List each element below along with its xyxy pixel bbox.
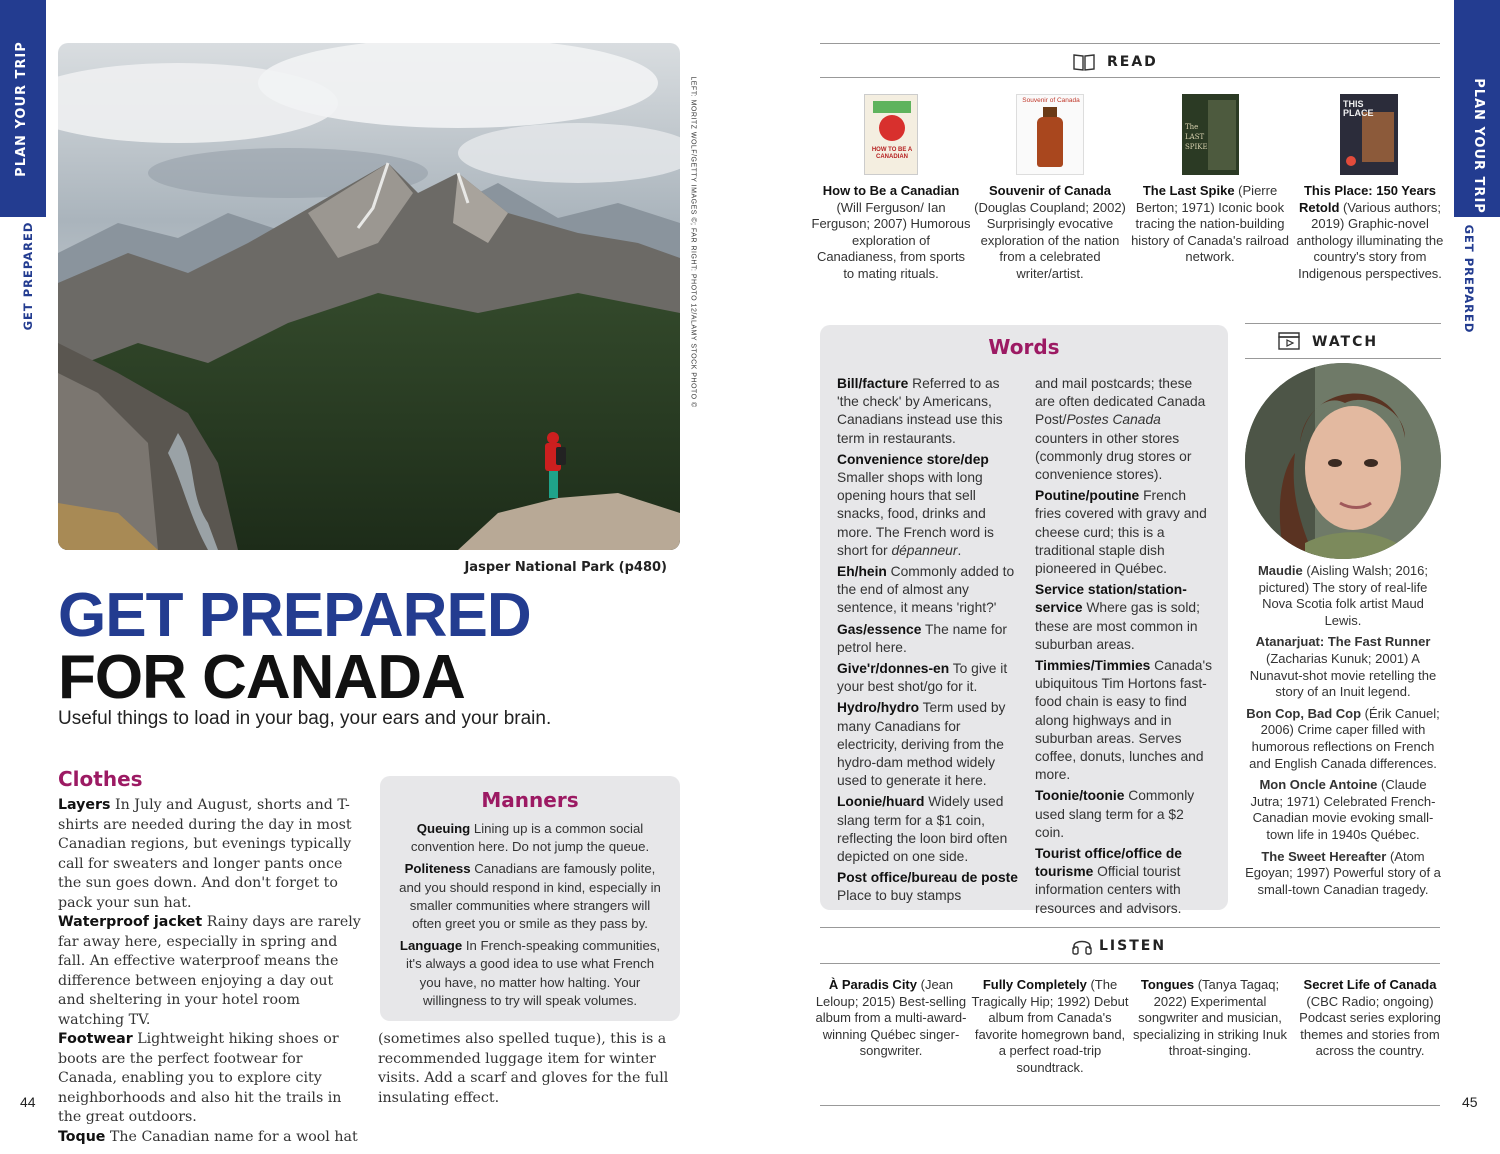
words-heading: Words [988,335,1060,359]
clothes-column [58,796,363,1147]
word-entry: Hydro/hydro Term used by many Canadians for electricity, deriving from the hydro-dam method widely used to generate it here. [837,700,1006,789]
watch-item: Bon Cop, Bad Cop (Érik Canuel; 2006) Crime caper filled with humorous reflections on French and English Canada differences. [1246,705,1440,771]
read-bottom-rule [820,77,1440,78]
album-entry: Fully Completely (The Tragically Hip; 1992) Debut album from Canada's favorite homegrown band, a perfect road-trip soundtrack. [971,977,1129,1075]
word-entry: Gas/essence The name for petrol here. [837,621,1008,655]
page-number-left: 44 [20,1094,36,1110]
word-entry: Loonie/huard Widely used slang term for a $1 coin, reflecting the loon bird often depicted on one side. [837,794,1008,865]
book-cover-souvenir-of-canada [1016,94,1084,175]
book-cover-the-last-spike [1182,94,1239,175]
clothes-continuation: (sometimes also spelled tuque), this is a recommended luggage item for winter visits. Add a scarf and gloves for the full insulating effect. [378,1031,669,1106]
listen-label: LISTEN [1099,938,1167,954]
book-cover-title: The LAST SPIKE [1185,123,1208,151]
book-cover-title: Souvenir of Canada [1022,97,1080,104]
book-cover-title: THIS PLACE [1343,99,1374,118]
words-column-2 [1035,375,1215,921]
manners-heading: Manners [481,788,579,812]
manners-item: Queuing Lining up is a common social convention here. Do not jump the queue. [410,821,650,855]
headphones-icon [1071,935,1093,955]
word-entry: Give'r/donnes-en To give it your best shot/go for it. [837,661,1008,695]
manners-panel [380,776,680,1021]
book-cover-this-place [1340,94,1398,175]
listen-end-rule [820,1105,1440,1106]
side-tab-left-label: PLAN YOUR TRIP [14,41,29,177]
book-entry: The Last Spike (Pierre Berton; 1971) Iconic book tracing the nation-building history of Canada's railroad network. [1131,183,1289,265]
maudie-still-photo [1245,363,1441,559]
side-tab-left [0,0,46,217]
film-clapper-icon [1277,331,1301,351]
page-title-line1: GET PREPARED [58,581,531,650]
side-tab-left-section: GET PREPARED [21,221,35,331]
clothes-item: Layers In July and August, shorts and T-shirts are needed during the day in most Canadian regions, but evenings typically call for sweaters and longer pants once the sun goes down. And don't forget to pack your sun hat. [58,797,352,911]
side-tab-right-label: PLAN YOUR TRIP [1471,78,1486,214]
clothes-item: Toque The Canadian name for a wool hat [58,1128,358,1145]
word-entry: Toonie/toonie Commonly used slang term for a $2 coin. [1035,788,1195,840]
mountain-landscape-illustration [58,43,680,550]
listen-bottom-rule [820,963,1440,964]
book-cover-title: HOW TO BE A CANADIAN [871,147,913,160]
album-entry: Secret Life of Canada (CBC Radio; ongoing) Podcast series exploring themes and stories from across the country. [1299,977,1441,1059]
words-column-1 [837,375,1019,909]
watch-bottom-rule [1245,358,1441,359]
word-entry: Convenience store/dep Smaller shops with long opening hours that sell snacks, food, drinks and more. The French word is short for dépanneur. [837,451,994,558]
word-entry: Service station/station-service Where gas is sold; these are most common in suburban areas. [1035,582,1200,652]
book-entry: This Place: 150 Years Retold (Various authors; 2019) Graphic-novel anthology illuminating the country's story from Indigenous perspectives. [1296,183,1444,281]
book-entry: Souvenir of Canada (Douglas Coupland; 2002) Surprisingly evocative exploration of the nation from a celebrated writer/artist. [974,183,1126,281]
word-entry: Tourist office/office de tourisme Official tourist information centers with resources and advisors. [1035,846,1182,916]
side-tab-right [1454,0,1500,217]
watch-item: Atanarjuat: The Fast Runner (Zacharias Kunuk; 2001) A Nunavut-shot movie retelling the story of an Inuit legend. [1249,634,1437,700]
word-entry: Timmies/Timmies Canada's ubiquitous Tim Hortons fast-food chain is easy to find along highways and in suburban areas. Serves coffee, donuts, lunches and more. [1035,658,1212,783]
side-tab-right-section: GET PREPARED [1462,224,1476,334]
word-entry: and mail postcards; these are often dedicated Canada Post/Postes Canada counters in other stores (commonly drug stores or convenience stores). [1035,376,1206,483]
page-subtitle: Useful things to load in your bag, your ears and your brain. [58,708,552,729]
watch-label: WATCH [1312,334,1379,350]
page-number-right: 45 [1462,1094,1478,1110]
book-entry: How to Be a Canadian (Will Ferguson/ Ian Ferguson; 2007) Humorous exploration of Canadianess, from sports to mating rituals. [811,183,971,281]
clothes-item: Waterproof jacket Rainy days are rarely far away here, especially in spring and fall. An effective waterproof means the difference between enjoying a day out and sheltering in your hotel room watching TV. [58,914,361,1028]
clothes-item: Footwear Lightweight hiking shoes or boots are the perfect footwear for Canada, enabling you to explore city neighborhoods and also hit the trails in the great outdoors. [58,1031,342,1125]
read-top-rule [820,43,1440,44]
watch-item: Mon Oncle Antoine (Claude Jutra; 1971) Celebrated French-Canadian movie evoking small-town life in 1940s Québec. [1250,777,1436,842]
word-entry: Post office/bureau de poste Place to buy stamps [837,870,1018,904]
photo-credit: LEFT: MORITZ WOLF/GETTY IMAGES ©; FAR RIGHT: PHOTO 12/ALAMY STOCK PHOTO © [689,76,697,408]
jasper-mountain-photo [58,43,680,550]
word-entry: Poutine/poutine French fries covered with gravy and cheese curd; this is a traditional staple dish pioneered in Québec. [1035,488,1207,577]
manners-item: Politeness Canadians are famously polite, and you should respond in kind, especially in smaller communities where strangers will often greet you or smile as they pass by. [399,861,661,932]
watch-top-rule [1245,323,1441,324]
read-label: READ [1107,54,1158,70]
page-title-line2: FOR CANADA [58,643,465,712]
album-entry: À Paradis City (Jean Leloup; 2015) Best-selling album from a multi-award-winning Québec singer-songwriter. [815,977,967,1059]
book-cover-how-to-be-a-canadian [864,94,918,175]
words-panel [820,325,1228,916]
photo-caption: Jasper National Park (p480) [464,560,667,575]
listen-top-rule [820,927,1440,928]
watch-item: Maudie (Aisling Walsh; 2016; pictured) The story of real-life Nova Scotia folk artist Maud Lewis. [1257,563,1429,628]
manners-item: Language In French-speaking communities, it's always a good idea to use what French you have, no matter how halting. Your willingness to try will speak volumes. [399,938,661,1008]
clothes-heading: Clothes [58,767,143,791]
word-entry: Eh/hein Commonly added to the end of almost any sentence, it means 'right?' [837,564,1015,616]
word-entry: Bill/facture Referred to as 'the check' by Americans, Canadians instead use this term in restaurants. [837,376,1003,446]
book-icon [1072,52,1096,72]
watch-item: The Sweet Hereafter (Atom Egoyan; 1997) Powerful story of a small-town Canadian tragedy. [1245,848,1441,897]
album-entry: Tongues (Tanya Tagaq; 2022) Experimental songwriter and musician, specializing in striking Inuk throat-singing. [1133,977,1287,1059]
watch-list [1245,563,1441,903]
